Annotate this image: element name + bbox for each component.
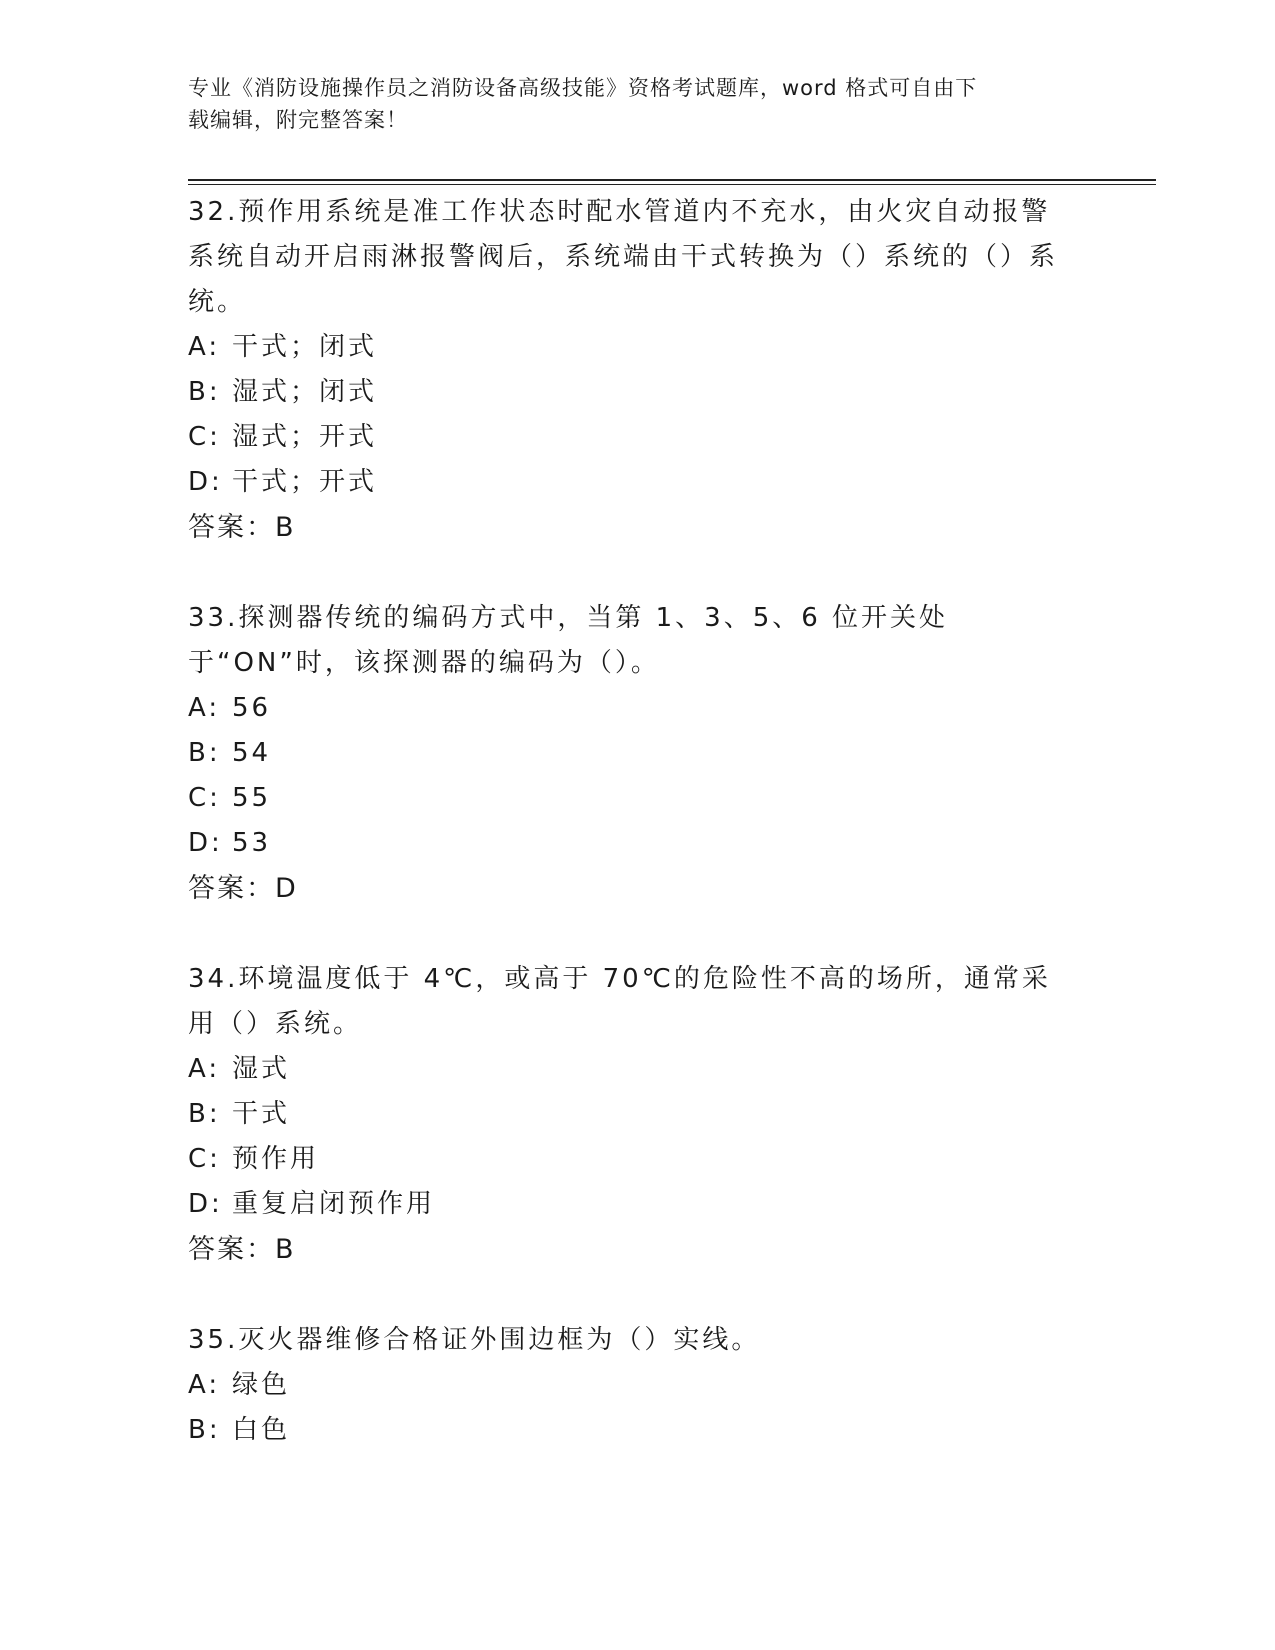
option-key: C: xyxy=(188,1144,221,1174)
option-text: 湿式；开式 xyxy=(232,422,378,452)
question-35 xyxy=(188,1318,1088,1453)
answer-line xyxy=(188,866,1088,911)
option-list xyxy=(188,325,1088,505)
option-text: 湿式；闭式 xyxy=(232,377,378,407)
option-a xyxy=(188,1047,1088,1092)
option-a xyxy=(188,1363,1088,1408)
option-list xyxy=(188,1047,1088,1227)
option-d xyxy=(188,821,1088,866)
question-text: 33.探测器传统的编码方式中，当第 1、3、5、6 位开关处于“ON”时，该探测器的编码为（）。 xyxy=(188,603,949,678)
question-text: 35.灭火器维修合格证外围边框为（）实线。 xyxy=(188,1325,761,1355)
question-text: 34.环境温度低于 4℃，或高于 70℃的危险性不高的场所，通常采用（）系统。 xyxy=(188,964,1051,1039)
option-list xyxy=(188,686,1088,866)
option-b xyxy=(188,1092,1088,1137)
option-text: 湿式 xyxy=(232,1054,291,1084)
option-text: 干式；闭式 xyxy=(232,332,378,362)
question-list xyxy=(188,190,1088,1499)
option-a xyxy=(188,686,1088,731)
option-c xyxy=(188,776,1088,821)
option-key: B: xyxy=(188,377,221,407)
option-text: 重复启闭预作用 xyxy=(232,1189,436,1219)
option-b xyxy=(188,370,1088,415)
question-34 xyxy=(188,957,1088,1272)
answer-value: B xyxy=(275,512,295,543)
option-key: A: xyxy=(188,332,221,362)
option-key: D: xyxy=(188,828,223,858)
header-line-1: 专业《消防设施操作员之消防设备高级技能》资格考试题库，word 格式可自由下 xyxy=(188,76,978,100)
answer-label: 答案： xyxy=(188,512,275,543)
option-key: A: xyxy=(188,693,221,723)
option-b xyxy=(188,731,1088,776)
option-text: 白色 xyxy=(232,1415,291,1445)
option-text: 预作用 xyxy=(232,1144,320,1174)
answer-line xyxy=(188,1227,1088,1272)
option-c xyxy=(188,415,1088,460)
answer-label: 答案： xyxy=(188,1234,275,1265)
option-text: 干式 xyxy=(232,1099,291,1129)
option-key: C: xyxy=(188,422,221,452)
option-key: C: xyxy=(188,783,221,813)
option-b xyxy=(188,1408,1088,1453)
question-33 xyxy=(188,596,1088,911)
option-key: B: xyxy=(188,1415,221,1445)
option-key: B: xyxy=(188,738,221,768)
question-text: 32.预作用系统是准工作状态时配水管道内不充水，由火灾自动报警系统自动开启雨淋报警阀后，系统端由干式转换为（）系统的（）系统。 xyxy=(188,197,1059,317)
option-key: B: xyxy=(188,1099,221,1129)
answer-label: 答案： xyxy=(188,873,275,904)
option-key: A: xyxy=(188,1054,221,1084)
option-d xyxy=(188,1182,1088,1227)
document-header xyxy=(188,72,1068,136)
answer-value: D xyxy=(275,873,297,904)
option-d xyxy=(188,460,1088,505)
header-line-2: 载编辑，附完整答案！ xyxy=(188,108,408,132)
option-text: 54 xyxy=(232,738,272,768)
answer-value: B xyxy=(275,1234,295,1265)
header-divider-thin xyxy=(188,184,1156,185)
option-text: 绿色 xyxy=(232,1370,291,1400)
answer-line xyxy=(188,505,1088,550)
question-32 xyxy=(188,190,1088,550)
option-key: D: xyxy=(188,1189,223,1219)
option-c xyxy=(188,1137,1088,1182)
option-key: A: xyxy=(188,1370,221,1400)
option-text: 56 xyxy=(232,693,272,723)
option-a xyxy=(188,325,1088,370)
option-text: 干式；开式 xyxy=(232,467,378,497)
option-key: D: xyxy=(188,467,223,497)
option-text: 55 xyxy=(232,783,272,813)
header-divider-thick xyxy=(188,179,1156,181)
option-list xyxy=(188,1363,1088,1453)
option-text: 53 xyxy=(232,828,272,858)
